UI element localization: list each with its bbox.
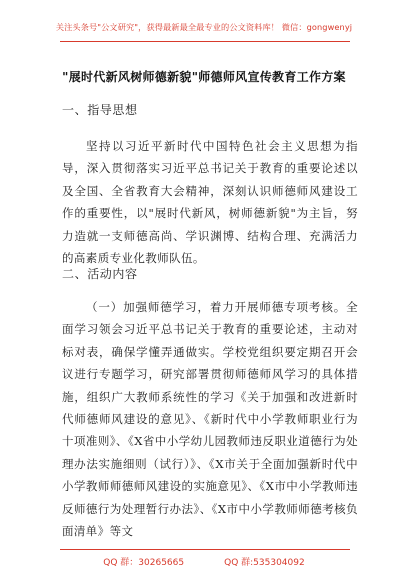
footer <box>0 555 408 568</box>
section-paragraph-guiding-ideology: 坚持以习近平新时代中国特色社会主义思想为指导，深入贯彻落实习近平总书记关于教育的重要论述以及全国、全省教育大会精神，深刻认识师德师风建设工作的重要性，以"展时代新风，树师德新貌"为主旨，努力造就一支师德高尚、学识渊博、结构合理、充满活力的高素质专业化教师队伍。 <box>62 139 358 266</box>
header-promo-text: 关注头条号"公文研究"，获得最新最全最专业的公文资料库！ 微信：gongwenyj <box>55 22 353 32</box>
footer-qq-group-1: QQ 群：30265665 <box>103 558 185 568</box>
header-divider <box>60 41 350 42</box>
footer-qq-group-2: QQ 群:535304092 <box>224 558 305 568</box>
footer-divider <box>60 549 350 550</box>
document-title: "展时代新风树师德新貌"师德师风宣传教育工作方案 <box>62 70 346 84</box>
section-paragraph-activity-content: （一）加强师德学习，着力开展师德专项考核。全面学习领会习近平总书记关于教育的重要论述，主动对标对表，确保学懂弄通做实。学校党组织要定期召开会议进行专题学习，研究部署贯彻师德师风学习的具体措施，组织广大教师系统性的学习《关于加强和改进新时代师德师风建设的意见》、《新时代中小学教师职业行为十项准则》、《X省中小学幼儿园教师违反职业道德行为处理办法实施细则（试行）》、《X市关于全面加强新时代中小学教师师德师风建设的实施意见》、《X市中小学教师违反师德行为处理暂行办法》、《X市中小学教师师德考核负面清单》等文 <box>62 300 358 539</box>
section-heading-activity-content: 二、活动内容 <box>62 267 138 281</box>
section-heading-guiding-ideology: 一、指导思想 <box>62 103 138 117</box>
